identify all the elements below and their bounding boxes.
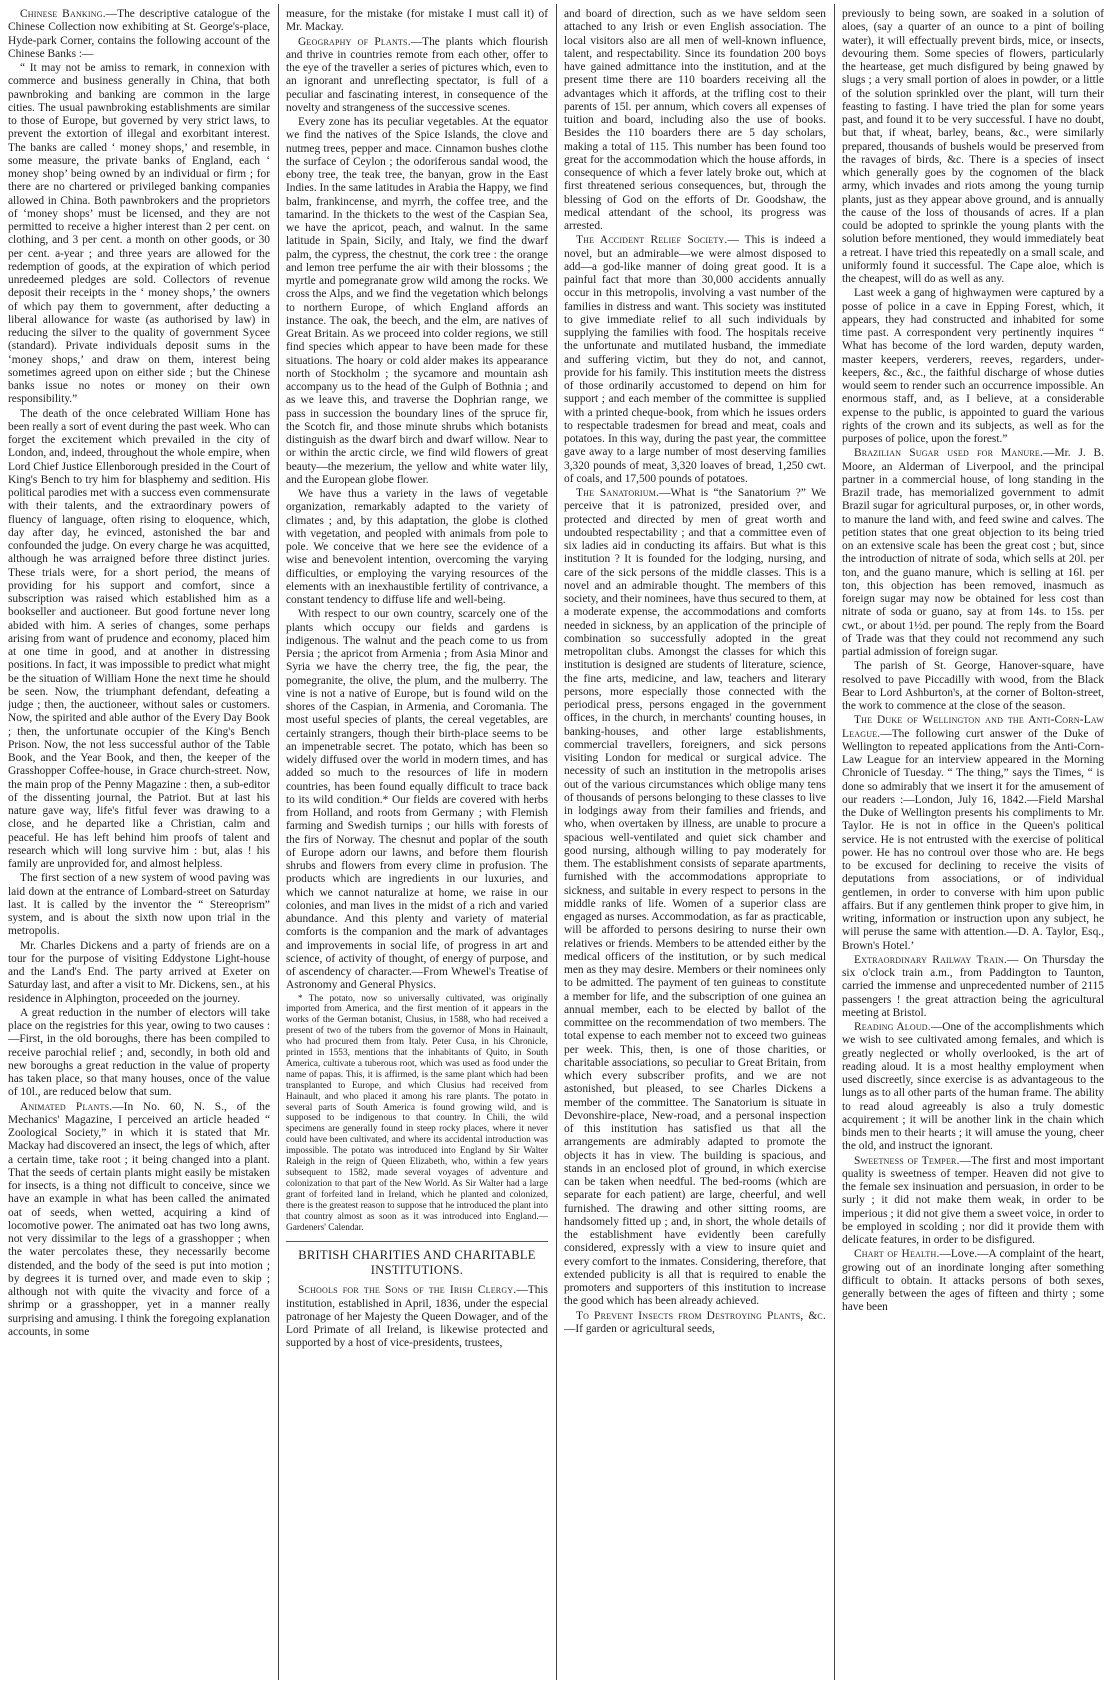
paragraph-text: —Love.—A complaint of the heart, growing out of an inordinate longing after something difficult to obtain. It attacks persons of both sexes, generally between the ages of fifteen and thirty ; some have been — [842, 1248, 1104, 1314]
paragraph-text: —In No. 60, N. S., of the Mechanics' Magazine, I perceived an article headed “ Zoological Society,” in which it is stated that Mr. Mackay had discovered an insect, the legs of which, after a certain time, take root ; it being changed into a plant. That the seeds of certain plants might easily be mistaken for insects, is a thing not difficult to conceive, since we have an example in what has been called the animated oat of seeds, when wetted, acquiring a kind of locomotive power. The animated oat has two long awns, not very dissimilar to the legs of a grasshopper ; when the water percolates these, they necessarily become distended, and the body of the seed is put into motion ; by degrees it is turned over, and made even to skip ; although not with quite the vivacity and force of a shrimp or a grasshopper, yet in a manner really surprising and amusing. I think the foregoing explanation accounts, in some — [8, 1100, 270, 1338]
article-paragraph — [286, 608, 548, 992]
paragraph-text: We have thus a variety in the laws of vegetable organization, remarkably adapted to the variety of climates ; and, by this adaptation, the globe is clothed with vegetation, and peopled with animals from pole to pole. We conceive that we here see the evidence of a wise and benevolent intention, overcoming the varying difficulties, or employing the varying resources of the elements with an inexhaustible fertility of contrivance, a constant tendency to diffuse life and well-being. — [286, 488, 548, 606]
article-paragraph — [842, 8, 1104, 286]
footnote — [286, 994, 548, 1234]
paragraph-text: The first section of a new system of wood paving was laid down at the entrance of Lombard-street on Saturday last. It is called by the inventor the “ Stereoprism” system, and is about the sixth now upon trial in the metropolis. — [8, 872, 270, 938]
article-paragraph — [286, 116, 548, 487]
article-paragraph — [842, 1021, 1104, 1154]
article-paragraph — [8, 940, 270, 1006]
paragraph-text: Every zone has its peculiar vegetables. At the equator we find the natives of the Spice Islands, the clove and nutmeg trees, pepper and mace. Cinnamon bushes clothe the surface of Ceylon ; the odoriferous sandal wood, the ebony tree, the teak tree, the banyan, grow in the East Indies. In the same latitudes in Arabia the Happy, we find balm, frankincense, and myrrh, the coffee tree, and the tamarind. In the thickets to the west of the Caspian Sea, we have the apricot, peach, and walnut. In the same latitude in Spain, Sicily, and Italy, we find the dwarf palm, the cypress, the chestnut, the cork tree : the orange and lemon tree perfume the air with their blossoms ; the myrtle and pomegranate grow wild among the rocks. We cross the Alps, and we find the vegetation which belongs to northern Europe, of which England affords an instance. The oak, the beech, and the elm, are natives of Great Britain. As we proceed into colder regions, we still find species which appear to have been made for these situations. The hoary or cold alder makes its appearance north of Stockholm ; the sycamore and mountain ash accompany us to the head of the Gulph of Bothnia ; and as we leave this, and traverse the Dophrian range, we pass in succession the boundary lines of the spruce fir, the Scotch fir, and those minute shrubs which botanists distinguish as the dwarf birch and dwarf willow. Near to or within the arctic circle, we find wild flowers of great beauty—the mezerium, the yellow and white water lily, and the European globe flower. — [286, 116, 548, 486]
article-heading: The Duke of Wellington and the Anti-Corn-Law League. — [842, 714, 1104, 740]
article-heading: Reading Aloud. — [854, 1021, 931, 1033]
column-2 — [286, 8, 548, 1678]
paragraph-text: —This institution, established in April, 1836, under the especial patronage of her Majesty the Queen Dowager, and of the Lord Primate of all Ireland, is likewise protected and supported by a host of vice-presidents, trustees, — [286, 1284, 548, 1350]
paragraph-text: —What is “the Sanatorium ?” We perceive that it is patronized, presided over, and protected and directed by men of great worth and undoubted respectability ; and that a committee even of six ladies aid in conducting its affairs. But what is this institution ? It is founded for the lodging, nursing, and care of the sick persons of the middle classes. This is a novel and an admirable thought. The members of this society, and their nominees, have thus secured to them, at a moderate expense, the accommodations and comforts needed in sickness, by an application of the principle of combination so successfully adopted in the great metropolitan clubs. Amongst the classes for which this institution is designed are students of literature, science, the fine arts, medicine, and law, teachers and literary persons, more especially those connected with the periodical press, persons engaged in the government offices, in the church, in merchants' counting houses, in banking-houses, and other large establishments, commercial travellers, foreigners, and sick persons visiting London for medical or surgical advice. The necessity of such an institution in the metropolis arises out of the various circumstances which oblige many tens of thousands of persons belonging to these classes to live in lodgings away from their families and friends, and who, when overtaken by illness, are unable to procure a spacious well-ventilated and quiet sick chamber and good nursing, although willing to pay moderately for them. The establishment consists of separate apartments, furnished with the accommodations appropriate to sickness, and suitable in every respect to persons in the middle ranks of life. Women of a superior class are engaged as nurses. Accommodation, as far as practicable, will be afforded to persons desiring to nurse their own relatives or friends. Members to be attended either by the medical officers of the institution, or by such medical men as they may desire. Members or their nominees only to be admitted. The payment of ten guineas to constitute a member for life, and the subscription of one guinea an annual member, each to be elected by ballot of the committee on the recommendation of two members. The total expense to each member not to exceed two guineas per week. This, then, is one of those charities, or charitable associations, so peculiar to Great Britain, from which every subscriber profits, and we are not astonished, but pleased, to see Charles Dickens a member of the committee. The Sanatorium is situate in Devonshire-place, New-road, and a personal inspection of this institution has satisfied us that all the arrangements are admirably adapted to promote the objects it has in view. The building is spacious, and stands in an enclosed plot of ground, in which exercise can be taken when needful. The bed-rooms (which are separate for each patient) are large, cheerful, and well furnished. The drawing and other sitting rooms, are handsomely fitted up ; and, in short, the whole details of the establishment have evidently been carefully considered, expressly with a view to insure quiet and every comfort to the inmates. Considering, therefore, that extended publicity is all that is required to enable the promoters and supporters of this institution to increase the good which has been already achieved. — [564, 487, 826, 1308]
paragraph-text: A great reduction in the number of electors will take place on the registries for this year, owing to two causes :—First, in the old boroughs, there has been compiled to receive parochial relief ; and, secondly, in both old and new boroughs a great reduction in the value of property has taken place, so that many houses, once of the value of 10l., are reduced below that sum. — [8, 1006, 270, 1099]
column-rule — [834, 4, 835, 1680]
paragraph-text: measure, for the mistake (for mistake I must call it) of Mr. Mackay. — [286, 8, 548, 34]
article-heading: Schools for the Sons of the Irish Clergy. — [298, 1284, 517, 1297]
newspaper-page — [8, 4, 1106, 1680]
article-paragraph — [8, 1007, 270, 1100]
article-paragraph — [8, 62, 270, 407]
paragraph-text: With respect to our own country, scarcely one of the plants which occupy our fields and gardens is indigenous. The walnut and the peach come to us from Persia ; the apricot from Armenia ; from Asia Minor and Syria we have the cherry tree, the fig, the pear, the pomegranite, the olive, the plum, and the mulberry. The vine is not a native of Europe, but is found wild on the shores of the Caspian, in Armenia, and Coromania. The most useful species of plants, the cereal vegetables, are certainly strangers, though their birth-place seems to be an impenetrable secret. The potato, which has been so widely diffused over the world in modern times, and has added so much to the resources of life in modern countries, has been found equally difficult to trace back to its wild condition.* Our fields are covered with herbs from Holland, and roots from Germany ; with Flemish farming and Swedish turnips ; our hills with forests of the firs of Norway. The chesnut and poplar of the south of Europe adorn our lawns, and before them flourish shrubs and flowers from every clime in profusion. The products which are ingredients in our luxuries, and which we cannot naturalize at home, we raise in our colonies, and man lives in the midst of a rich and varied abundance. And this plenty and variety of material comforts is the companion and the mark of advantages and improvements in social life, of progress in art and science, of activity of thought, of energy of purpose, and of ascendency of character.—From Whewel's Treatise of Astronomy and General Physics. — [286, 608, 548, 992]
paragraph-text: The death of the once celebrated William Hone has been really a sort of event during the past week. Who can forget the excitement which prevailed in the city of London, and, indeed, throughout the whole empire, when Lord Chief Justice Ellenborough presided in the Court of King's Bench to try him for blasphemy and sedition. His political parodies met with a success even commensurate with their talents, and the extraordinary powers of fluency of language, often rising to eloquence, which, day after day, he evinced, astonished the bar and confounded the judge. On every charge he was acquitted, although he was arraigned before three distinct juries. These trials were, for a short period, the means of providing for his support and comfort, since a subscription was raised which established him as a bookseller and auctioneer. But good fortune never long abided with him. A series of changes, some perhaps arising from want of prudence and economy, placed him at one time in good, and at another in distressing positions. In fact, it was impossible to predict what might be the situation of William Hone the next time he should be seen. Now, the triumphant defendant, defeating a judge ; then, the auctioneer, without sales or customers. Now, the spirited and able author of the Every Day Book ; then, the unfortunate occupier of the King's Bench Prison. Now, the not less successful author of the Table Book, and the Year Book, and then, the keeper of the Grasshopper Coffee-house, in Grace church-street. Now, the main prop of the Penny Magazine : then, a sub-editor of the dissenting journal, the Patriot. But at last his nature gave way, life's fitful fever was drawing to a close, and he departed like a Christian, calm and peaceful. He has left behind him proofs of talent and research which will long survive him : but, alas ! his family are unprovided for, and almost helpless. — [8, 407, 270, 870]
article-heading: Extraordinary Railway Train. — [854, 953, 1008, 966]
paragraph-text: —The following curt answer of the Duke of Wellington to repeated applications from the Anti-Corn-Law League for an interview appeared in the Morning Chronicle of Tuesday. “ The thing,” says the Times, “ is done so admirably that we insert it for the amusement of our readers :—London, July 16, 1842.—Field Marshal the Duke of Wellington presents his compliments to Mr. Taylor. He is not in office in the Queen's political service. He is not entrusted with the exercise of political power. He has no controul over those who are. He begs to be excused for declining to receive the visits of deputations from associations, or of individual gentlemen, in order to converse with him upon public affairs. But if any gentlemen think proper to give him, in writing, information or instruction upon any subject, he will peruse the same with attention.—D. A. Taylor, Esq., Brown's Hotel.’ — [842, 727, 1104, 952]
article-heading: Chart of Health. — [854, 1248, 940, 1261]
article-paragraph — [8, 872, 270, 938]
column-4 — [842, 8, 1104, 1678]
article-heading: Brazilian Sugar used for Manure. — [854, 447, 1044, 460]
paragraph-text: * The potato, now so universally cultivated, was originally imported from America, and the first mention of it appears in the works of the German botanist, Clusius, in 1588, who had received a present of two of the tubers from the governor of Mons in Hainault, who had procured them from Italy. Peter Cusa, in his Chronicle, printed in 1553, mentions that the inhabitants of Quito, in South America, cultivate a tuberous root, which was used as food under the name of papas. This, it is affirmed, is the same plant which had been transplanted to Europe, and which Clusius had received from Hainault, and who placed it among his rare plants. The potato in several parts of South America is found growing wild, and is supposed to be indigenous to that country. In Chili, the wild specimens are generally found in steep rocky places, where it never could have been cultivated, and where its accidental introduction was impossible. The potato was introduced into England by Sir Walter Raleigh in the reign of Queen Elizabeth, who, within a few years subsequent to 1582, made several voyages of adventure and colonization to that part of the New World. As Sir Walter had a large grant of forfeited land in Ireland, which he planted and colonized, there is the greatest reason to suppose that he introduced the plant into that country almost as soon as it was introduced into England.—Gardeners' Calendar. — [286, 993, 548, 1233]
paragraph-text: —The first and most important quality is sweetness of temper. Heaven did not give to the female sex insinuation and persuasion, in order to be surly ; it did not make them weak, in order to be imperious ; it did not give them a sweet voice, in order to be employed in scolding ; nor did it provide them with delicate features, in order to be disfigured. — [842, 1154, 1104, 1246]
paragraph-text: The parish of St. George, Hanover-square, have resolved to pave Piccadilly with wood, from the Black Bear to Lord Ashburton's, at the corner of Bolton-street, the work to commence at the close of the season. — [842, 660, 1104, 712]
paragraph-text: BRITISH CHARITIES AND CHARITABLE INSTITUTIONS. — [298, 1248, 536, 1278]
column-3 — [564, 8, 826, 1678]
article-paragraph — [8, 8, 270, 61]
article-heading: Animated Plants. — [20, 1100, 113, 1113]
article-paragraph — [842, 447, 1104, 659]
article-paragraph — [8, 408, 270, 872]
column-rule — [556, 4, 557, 1680]
article-paragraph — [842, 1155, 1104, 1248]
article-paragraph — [842, 714, 1104, 953]
paragraph-text: — This is indeed a novel, but an admirable—we were almost disposed to add—a god-like manner of doing great good. It is a painful fact that more than 30,000 accidents annually occur in this metropolis, involving a vast number of the families in distress and want. This society was instituted to give immediate relief to all such individuals by supplying the families with food. The hospitals receive the unfortunate and mutilated husband, the immediate and suffering victim, but they do not, and cannot, provide for his family. This institution meets the distress of those ordinarily accustomed to depend on him for support ; and each member of the committee is supplied with a printed cheque-book, from which he issues orders to respectable tradesmen for bread and meat, coals and potatoes. In this way, during the past year, the committee gave away to a large number of most deserving families 3,320 pounds of meat, 3,320 loaves of bread, 1,250 cwt. of coals, and 17,500 pounds of potatoes. — [564, 234, 826, 485]
article-paragraph — [842, 287, 1104, 446]
paragraph-text: and board of direction, such as we have seldom seen attached to any Irish or even English association. The local visitors also are all men of well-known influence, talent, and respectability. Since its foundation 200 boys have gained admittance into the institution, and at the present time there are 110 boarders receiving all the advantages which it affords, at the trifling cost to their parents of 15l. per annum, which covers all expenses of tuition and board, including also the use of books. Besides the 110 boarders there are 5 day scholars, making a total of 115. This number has been found too great for the accommodation which the house affords, in consequence of which a fever lately broke out, which at first threatened serious consequences, but, through the blessing of God on the efforts of Dr. Goodshaw, the medical attendant of the school, its progress was arrested. — [564, 8, 826, 232]
paragraph-text: —If garden or agricultural seeds, — [564, 1322, 715, 1335]
article-heading: The Accident Relief Society. — [576, 234, 728, 247]
article-paragraph — [286, 488, 548, 607]
paragraph-text: previously to being sown, are soaked in a solution of aloes, (say a quarter of an ounce to a pint of boiling water), it will effectually prevent birds, mice, or insects, devouring them. Some species of flowers, particularly the heartease, get much disfigured by being gnawed by slugs ; a very small portion of aloes in powder, or a little of the solution sprinkled over the plant, will turn their feasting to fasting. I have tried the plan for some years past, and found it to be very successful. I have no doubt, but that, if wheat, barley, beans, &c., were similarly prepared, thousands of bushels would be preserved from the ravages of birds, &c. There is a species of insect which generally goes by the cognomen of the black army, which invades and riots among the young turnip plants, just as they appear above ground, and is annually the cause of the loss of thousands of acres. If a plan could be adopted to sprinkle the young plants with the solution before mentioned, they would immediately beat a retreat. I have tried this repeatedly on a small scale, and uniformly found it successful. The Cape aloe, which is the cheapest, will do as well as any. — [842, 8, 1104, 285]
column-1 — [8, 8, 270, 1678]
article-paragraph — [564, 1310, 826, 1337]
paragraph-text: Mr. Charles Dickens and a party of friends are on a tour for the purpose of visiting Eddystone Light-house and the Land's End. The party arrived at Exeter on Saturday last, and after a visit to Mr. Dickens, sen., at his residence in Alphington, proceeded on the journey. — [8, 939, 270, 1005]
article-paragraph — [286, 36, 548, 116]
paragraph-text: —One of the accomplishments which we wish to see cultivated among females, and which is greatly neglected or wholly overlooked, is the art of reading aloud. It is a most healthy employment when used discreetly, since exercise is as advantageous to the lungs as to all other parts of the human frame. The ability to read aloud agreeably is also a truly domestic acquirement ; it will be another link in the chain which binds men to their hearts ; it will amuse the young, cheer the old, and instruct the ignorant. — [842, 1021, 1104, 1153]
section-title — [286, 1241, 548, 1278]
paragraph-text: — On Thursday the six o'clock train a.m., from Paddington to Taunton, carried the immense and unprecedented number of 2115 passengers ! the great attraction being the agricultural meeting at Bristol. — [842, 953, 1104, 1019]
paragraph-text: Last week a gang of highwaymen were captured by a posse of police in a cave in Epping Forest, which, it appears, they had constructed and inhabited for some time past. A correspondent very pertinently inquires “ What has become of the lord warden, deputy warden, master keepers, verderers, reeves, regarders, under-keepers, &c., &c., the faithful discharge of whose duties would seem to render such an occurrence impossible. An enormous staff, and, as I believe, at a considerable expense to the public, is appointed to guard the various rights of the crown and its subjects, as well as for the purposes of police, upon the forest.” — [842, 287, 1104, 445]
article-heading: To Prevent Insects from Destroying Plants, &c. — [576, 1309, 826, 1322]
article-paragraph — [564, 234, 826, 486]
paragraph-text: —Mr. J. B. Moore, an Alderman of Liverpool, and the principal partner in a commercial house, of long standing in the Brazil trade, has memorialized government to admit Brazil sugar for agricultural purposes, or, in other words, to manure the land with, and feed swine and calves. The petition states that one great objection to its being tried on an extensive scale has been the great cost ; but, since the introduction of nitrate of soda, which sells at 20l. per ton, and the guano manure, which is selling at 16l. per ton, this objection has been removed, inasmuch as foreign sugar may now be obtained for less cost than nitrate of soda or guano, say at from 14s. to 15s. per cwt., or about 1½d. per pound. The reply from the Board of Trade was that they could not recommend any such partial admission of foreign sugar. — [842, 447, 1104, 658]
article-paragraph — [842, 1248, 1104, 1314]
article-paragraph — [286, 8, 548, 35]
article-paragraph — [564, 8, 826, 233]
article-paragraph — [286, 1284, 548, 1350]
paragraph-text: “ It may not be amiss to remark, in connexion with commerce and business generally in China, that both pawnbroking and banking are common in the large cities. The usual pawnbroking establishments are similar to those of Europe, but governed by very strict laws, to prevent the extortion of illegal and exorbitant interest. The banks are called ‘ money shops,’ and resemble, in some measure, the private banks of England, each ‘ money shop’ being owned by an individual or firm ; for there are no chartered or privileged banking companies allowed in China. Both pawnbrokers and the proprietors of ‘money shops’ must be licensed, and they are not permitted to receive a higher interest than 2 per cent. on clothing, and 3 per cent. a month on other goods, or 30 per cent. a-year ; and three years are allowed for the redemption of goods, at the expiration of which period unredeemed pledges are sold. Collectors of revenue deposit their receipts in the ‘ money shops,’ the owners of which pay them to government, after deducting a liberal allowance for waste (as authorised by law) in reducing the silver to the quality of government Sycee (standard). Private individuals deposit sums in the ‘money shops,’ and draw on them, interest being sometimes agreed upon on either side ; but the Chinese banks issue no notes or money on their own responsibility.” — [8, 62, 270, 406]
article-heading: The Sanatorium. — [576, 487, 660, 499]
article-heading: Chinese Banking. — [20, 8, 106, 20]
article-paragraph — [842, 954, 1104, 1020]
article-paragraph — [8, 1101, 270, 1340]
column-rule — [278, 4, 279, 1680]
article-paragraph — [842, 660, 1104, 713]
paragraph-text: —The descriptive catalogue of the Chinese Collection now exhibiting at St. George's-place, Hyde-park Corner, contains the following account of the Chinese Banks :— — [8, 8, 270, 60]
article-paragraph — [564, 487, 826, 1309]
article-heading: Sweetness of Temper. — [854, 1154, 960, 1167]
paragraph-text: —The plants which flourish and thrive in countries remote from each other, offer to the eye of the traveller a series of pictures which, even to an ignorant and unreflecting spectator, is full of a peculiar and fascinating interest, in consequence of the novelty and strangeness of the successive scenes. — [286, 35, 548, 114]
article-heading: Geography of Plants. — [298, 35, 411, 48]
